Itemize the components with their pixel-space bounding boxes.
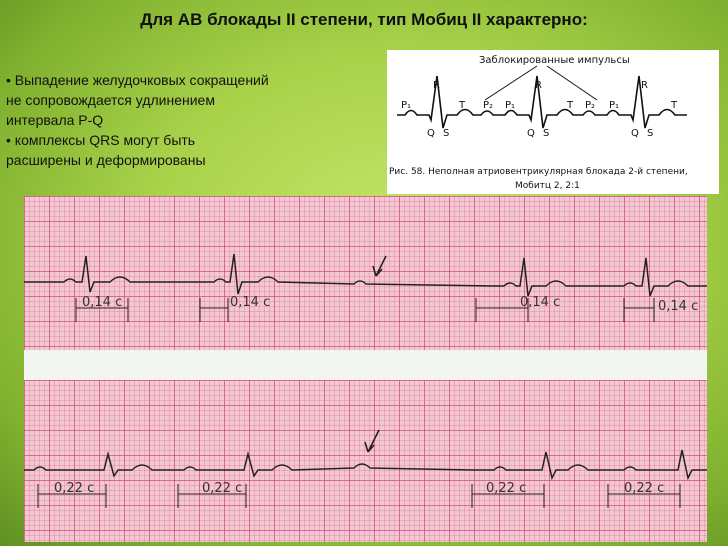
ecg-bottom-arrow — [365, 430, 379, 452]
ecg-top-arrow — [373, 256, 386, 276]
bullet-line-2: не сопровождается удлинением — [6, 92, 215, 108]
bullet-line-5: расширены и деформированы — [6, 152, 206, 168]
bullet-line-3: интервала P-Q — [6, 112, 104, 128]
ecg-gap — [24, 350, 707, 380]
ecg-top-interval-4: 0,14 с — [658, 299, 699, 314]
diagram-caption-line1: Рис. 58. Неполная атриовентрикулярная блокада 2-й степени, — [389, 167, 688, 177]
bullet-list — [6, 70, 386, 170]
label-t-a: T — [459, 100, 466, 111]
ecg-top-interval-1: 0,14 с — [82, 295, 123, 310]
label-t-b: T — [567, 100, 574, 111]
label-p2-a: P₂ — [483, 100, 494, 111]
label-q-b: Q — [527, 128, 535, 139]
label-s-b: S — [543, 128, 550, 139]
bullet-line-4: • комплексы QRS могут быть — [6, 132, 196, 148]
label-p1-a: P₁ — [401, 100, 412, 111]
ecg-top-interval-3: 0,14 с — [520, 295, 561, 310]
mobitz-diagram — [387, 50, 719, 194]
ecg-bottom-interval-4: 0,22 с — [624, 481, 665, 496]
ecg-top-trace — [24, 254, 707, 296]
ecg-strip-top-svg — [24, 196, 707, 350]
label-p2-b: P₂ — [585, 100, 596, 111]
diagram-caption-line2: Мобитц 2, 2:1 — [515, 181, 580, 191]
bullet-line-1: • Выпадение желудочковых сокращений — [6, 72, 269, 88]
blocked-impulses-label: Заблокированные импульсы — [479, 55, 630, 66]
label-r-c: R — [641, 80, 648, 91]
ecg-top-bracket-4 — [624, 298, 654, 322]
ecg-top-bracket-2 — [200, 298, 228, 322]
slide-title: Для АВ блокады II степени, тип Мобиц II характерно: — [140, 10, 588, 29]
label-q-c: Q — [631, 128, 639, 139]
ecg-strip-bottom-svg — [24, 380, 707, 542]
mobitz-diagram-svg — [387, 50, 719, 194]
label-s-a: S — [443, 128, 450, 139]
label-p1-c: P₁ — [609, 100, 620, 111]
ecg-top-interval-2: 0,14 с — [230, 295, 271, 310]
ecg-bottom-trace — [24, 450, 707, 478]
ecg-bottom-interval-3: 0,22 с — [486, 481, 527, 496]
label-t-c: T — [671, 100, 678, 111]
label-r-b: R — [535, 80, 542, 91]
label-r-a: R — [433, 80, 440, 91]
ecg-bottom-interval-2: 0,22 с — [202, 481, 243, 496]
label-s-c: S — [647, 128, 654, 139]
ecg-strip-top — [24, 196, 707, 350]
label-p1-b: P₁ — [505, 100, 516, 111]
ecg-bottom-interval-1: 0,22 с — [54, 481, 95, 496]
ecg-strip-bottom — [24, 380, 707, 542]
label-q-a: Q — [427, 128, 435, 139]
